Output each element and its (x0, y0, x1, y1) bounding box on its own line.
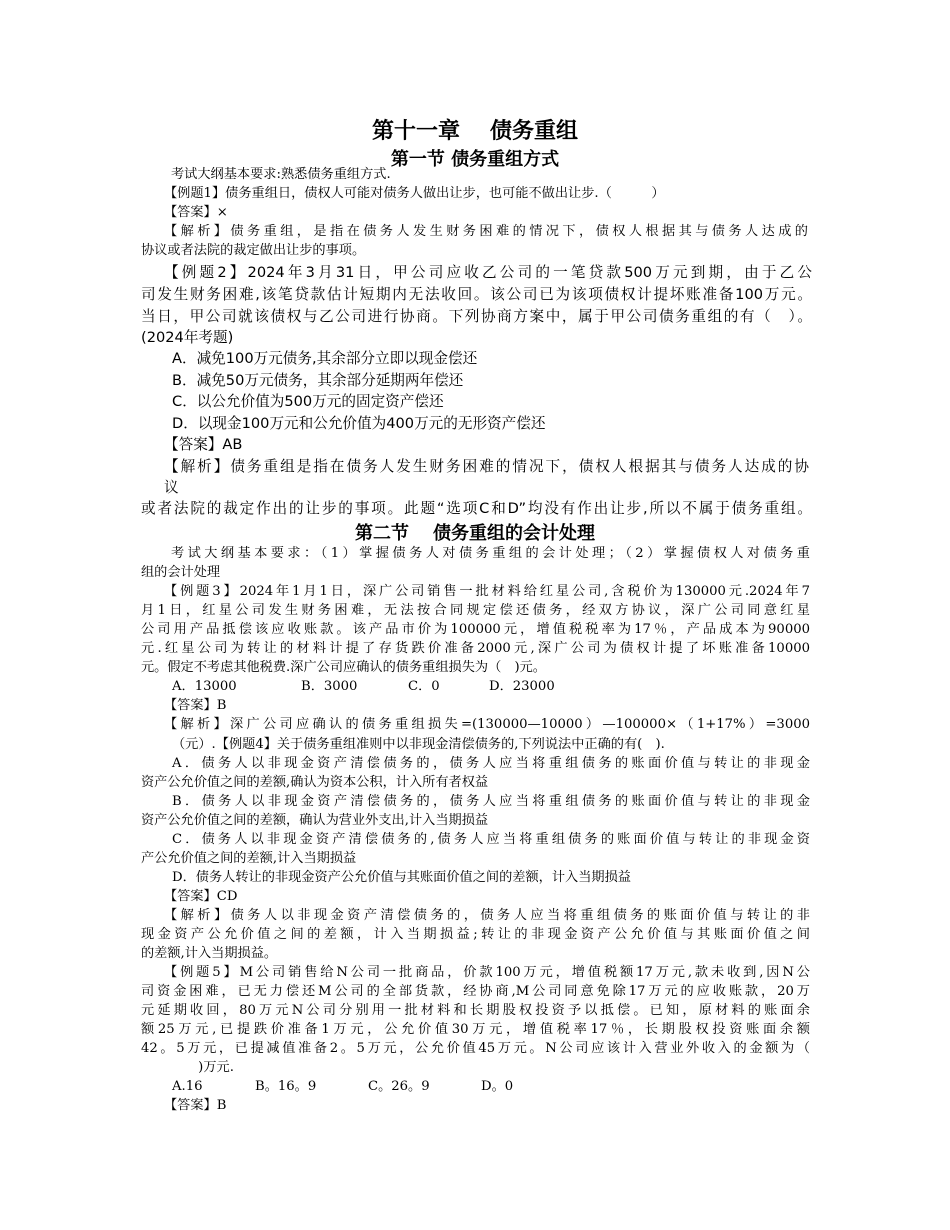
option-c: C．0 (408, 679, 440, 694)
explanation-line: 【解析】债务人以非现金资产清偿债务的，债务人应当将重组债务的账面价值与转让的非 (164, 908, 810, 923)
example-question: 【例题2】2024年3月31日，甲公司应收乙公司的一笔贷款500万元到期，由于乙公 (164, 264, 812, 281)
example-question-line: 42。5万元，已提减值准备2。5万元，公允价值45万元。N公司应该计入营业外收入的金额为（ (141, 1041, 810, 1056)
exam-requirement: 考试大纲基本要求：（1）掌握债务人对债务重组的会计处理；（2）掌握债权人对债务重 (171, 546, 810, 561)
example-question-line: (2024年考题) (141, 329, 234, 346)
explanation-line: （元）.【例题4】关于债务重组准则中以非现金清偿债务的,下列说法中正确的有( ). (172, 737, 665, 752)
explanation-line: 议 (164, 479, 179, 496)
option-a: A．债务人以非现金资产清偿债务的，债务人应当将重组债务的账面价值与转让的非现金 (172, 756, 810, 771)
option-b: B．减免50万元债务，其余部分延期两年偿还 (172, 372, 464, 389)
option-c: C．债务人以非现金资产清偿债务的,债务人应当将重组债务的账面价值与转让的非现金资 (172, 832, 810, 847)
explanation-line: 或者法院的裁定作出的让步的事项。此题“选项C和D”均没有作出让步,所以不属于债务重组。 (141, 500, 812, 517)
example-question: 【例题5】M公司销售给N公司一批商品，价款100万元，增值税额17万元,款未收到,因N公 (164, 965, 810, 980)
chapter-title (0, 114, 950, 145)
option-b: B。16。9 (255, 1079, 317, 1094)
example-question-line: 司发生财务困难,该笔贷款估计短期内无法收回。该公司已为该项债权计提坏账准备100万元。 (141, 286, 812, 303)
section-2-name: 债务重组的会计处理 (433, 523, 595, 544)
example-question-line: 额25万元,已提跌价准备1万元，公允价值30万元，增值税率17％，长期股权投资账面余额 (141, 1022, 810, 1037)
answer: 【答案】CD (164, 889, 238, 904)
example-question: 【例题3】2024年1月1日，深广公司销售一批材料给红星公司,含税价为130000元.2024年7 (164, 584, 810, 599)
explanation-line: 【解析】债务重组是指在债务人发生财务困难的情况下，债权人根据其与债务人达成的协 (164, 458, 809, 475)
example-question: 【例题1】债务重组日，债权人可能对债务人做出让步，也可能不做出让步.（ ） (164, 186, 665, 201)
example-question-line: 元.红星公司为转让的材料计提了存货跌价准备2000元,深广公司为债权计提了坏账准备10000 (141, 641, 810, 656)
option-b-line: 资产公允价值之间的差额，确认为营业外支出,计入当期损益 (141, 813, 489, 828)
answer: 【答案】AB (164, 436, 243, 453)
section-2-number: 第二节 (355, 523, 409, 544)
example-question-line: 元延期收回，80万元N公司分别用一批材料和长期股权投资予以抵偿。已知，原材料的账面余 (141, 1003, 810, 1018)
chapter-name: 债务重组 (490, 119, 579, 144)
chapter-number: 第十一章 (371, 119, 460, 144)
option-a-line: 资产公允价值之间的差额,确认为资本公积，计入所有者权益 (141, 775, 489, 790)
option-a: A.16 (172, 1079, 203, 1094)
answer: 【答案】× (164, 205, 228, 220)
answer: 【答案】B (164, 1098, 227, 1113)
option-a: A．13000 (172, 679, 237, 694)
option-b: B．3000 (301, 679, 358, 694)
exam-requirement-line: 组的会计处理 (141, 565, 221, 580)
explanation-line: 的差额,计入当期损益。 (141, 946, 278, 961)
explanation-line: 现金资产公允价值之间的差额，计入当期损益;转让的非现金资产公允价值与其账面价值之间 (141, 927, 810, 942)
exam-requirement: 考试大纲基本要求:熟悉债务重组方式. (171, 167, 391, 182)
example-question-line: 公司用产品抵偿该应收账款。该产品市价为100000元，增值税税率为17％，产品成本为90000 (141, 622, 810, 637)
example-question-line: 司资金困难，已无力偿还M公司的全部货款，经协商,M公司同意免除17万元的应收账款，20万 (141, 984, 810, 999)
option-c-line: 产公允价值之间的差额,计入当期损益 (141, 851, 357, 866)
section-1-title: 第一节 债务重组方式 (390, 149, 560, 170)
option-a: A．减免100万元债务,其余部分立即以现金偿还 (172, 350, 478, 367)
explanation-line: 【解析】深广公司应确认的债务重组损失=(130000—10000）—100000×（1+17%）=3000 (164, 717, 810, 732)
option-b: B．债务人以非现金资产清偿债务的，债务人应当将重组债务的账面价值与转让的非现金 (172, 794, 810, 809)
option-d: D．以现金100万元和公允价值为400万元的无形资产偿还 (172, 415, 546, 432)
option-c: C。26。9 (368, 1079, 430, 1094)
explanation-line: 【解析】债务重组，是指在债务人发生财务困难的情况下，债权人根据其与债务人达成的 (164, 224, 808, 239)
option-d: D．债务人转让的非现金资产公允价值与其账面价值之间的差额，计入当期损益 (172, 870, 631, 885)
example-question-line: 元。假定不考虑其他税费.深广公司应确认的债务重组损失为（ )元。 (141, 660, 546, 675)
option-c: C．以公允价值为500万元的固定资产偿还 (172, 393, 444, 410)
option-d: D．23000 (489, 679, 555, 694)
option-d: D。0 (481, 1079, 514, 1094)
example-question-line: )万元. (185, 1060, 234, 1075)
explanation-line: 协议或者法院的裁定做出让步的事项。 (141, 243, 366, 258)
answer: 【答案】B (164, 698, 227, 713)
example-question-line: 当日，甲公司就该债权与乙公司进行协商。下列协商方案中，属于甲公司债务重组的有（ ）。 (141, 308, 812, 325)
example-question-line: 月1日，红星公司发生财务困难，无法按合同规定偿还债务，经双方协议，深广公司同意红星 (141, 603, 810, 618)
section-2-title (0, 519, 950, 545)
